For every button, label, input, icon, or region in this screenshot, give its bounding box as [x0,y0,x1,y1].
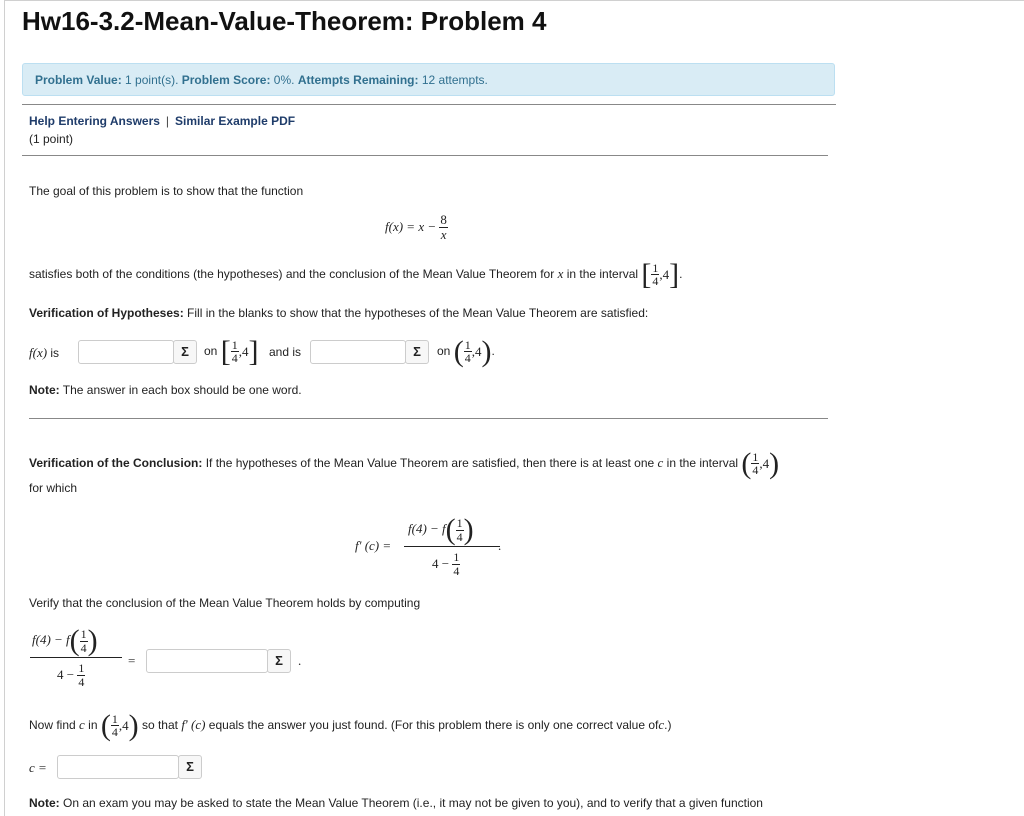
divider [22,155,828,156]
similar-example-pdf-link[interactable]: Similar Example PDF [175,114,296,128]
conclusion-label: Verification of the Conclusion: [29,456,203,470]
verify-period: . [298,653,302,668]
attempts-label: Attempts Remaining: [297,73,419,87]
function-lhs: f(x) = x − [385,219,437,235]
variable-x: x [557,266,564,281]
divider [22,104,836,105]
function-fraction [439,213,448,241]
satisfies-line: satisfies both of the conditions (the hypotheses) and the conclusion of the Mean Value Theorem for x in the interval [ $\frac{1}{4}$ ,4]. [29,257,683,291]
mvt-denominator: 4 − $\frac{1}{4}$ [432,550,460,578]
problem-info-bar [22,63,835,96]
and-is-label: and is [269,345,302,359]
link-separator: | [165,114,170,128]
open-interval: ( $\frac{1}{4}$ ,4) [453,334,492,368]
help-entering-answers-link[interactable]: Help Entering Answers [29,114,160,128]
attempts-remaining: 12 attempts. [421,73,488,87]
c-value-input[interactable] [57,755,179,779]
page-title: Hw16-3.2-Mean-Value-Theorem: Problem 4 [22,6,547,36]
find-c-line: Now find c in ( $\frac{1}{4}$ ,4) so that f′ (c) equals the answer you just found. (For this problem there is only one correct value ofc.) [29,708,672,742]
problem-value: 1 point(s). [125,73,179,87]
hypothesis-answer-2-input[interactable] [310,340,406,364]
hypotheses-label: Verification of Hypotheses: [29,306,184,320]
problem-value-label: Problem Value: [35,73,122,87]
equation-editor-button-3[interactable]: Σ [267,649,291,673]
mvt-numerator: f(4) − f( $\frac{1}{4}$ ) [408,513,474,547]
satisfies-text: satisfies both of the conditions (the hypotheses) and the conclusion of the Mean Value Theorem for [29,267,555,281]
conclusion-line: Verification of the Conclusion: If the hypotheses of the Mean Value Theorem are satisfied, then there is at least one c in the interval ( $\frac{1}{4}$ ,4) [29,446,780,480]
exam-note: Note: On an exam you may be asked to state the Mean Value Theorem (i.e., it may not be given to you), and to verify that a given function [29,796,763,810]
verify-numerator: f(4) − f( $\frac{1}{4}$ ) [32,624,98,658]
fraction-numerator: 8 [440,212,447,227]
verify-denominator: 4 − $\frac{1}{4}$ [57,661,85,689]
conclusion-text: If the hypotheses of the Mean Value Theorem are satisfied, then there is at least one [205,456,655,470]
for-which-text: for which [29,481,78,495]
verify-fraction-bar [30,657,122,658]
hypotheses-line [29,306,648,320]
equation-editor-button-1[interactable]: Σ [173,340,197,364]
c-equals-label: c = [29,760,47,775]
note-one-word: Note: The answer in each box should be one word. [29,383,302,397]
verify-text: Verify that the conclusion of the Mean Value Theorem holds by computing [29,596,421,610]
difference-quotient-input[interactable] [146,649,268,673]
fraction-denominator: x [440,226,447,242]
open-interval: ( $\frac{1}{4}$ ,4) [100,708,139,742]
variable-c: c [657,455,664,470]
open-interval: ( $\frac{1}{4}$ ,4) [741,446,780,480]
mvt-fraction-bar [404,546,500,547]
open-interval-on: on ( $\frac{1}{4}$ ,4). [437,334,495,368]
fx-is-label: f(x) is [29,345,60,360]
problem-score-label: Problem Score: [181,73,271,87]
problem-score: 0%. [273,73,295,87]
closed-interval: [ $\frac{1}{4}$ ,4] [641,257,680,291]
top-border [4,0,1024,1]
problem-points: (1 point) [29,132,74,146]
function-definition [385,213,448,241]
divider [29,418,828,419]
hypothesis-answer-1-input[interactable] [78,340,174,364]
closed-interval: [ $\frac{1}{4}$ ,4] [220,334,259,368]
in-interval-text: in the interval [566,267,639,281]
intro-text: The goal of this problem is to show that the function [29,184,304,198]
closed-interval-on: on [ $\frac{1}{4}$ ,4] [204,334,259,368]
left-border [4,0,5,816]
help-links [29,114,295,128]
mvt-lhs: f′ (c) = [355,538,392,553]
mvt-period: . [498,538,502,553]
hypotheses-text: Fill in the blanks to show that the hypotheses of the Mean Value Theorem are satisfied: [187,306,649,320]
equation-editor-button-2[interactable]: Σ [405,340,429,364]
verify-equals: = [128,653,136,668]
equation-editor-button-4[interactable]: Σ [178,755,202,779]
